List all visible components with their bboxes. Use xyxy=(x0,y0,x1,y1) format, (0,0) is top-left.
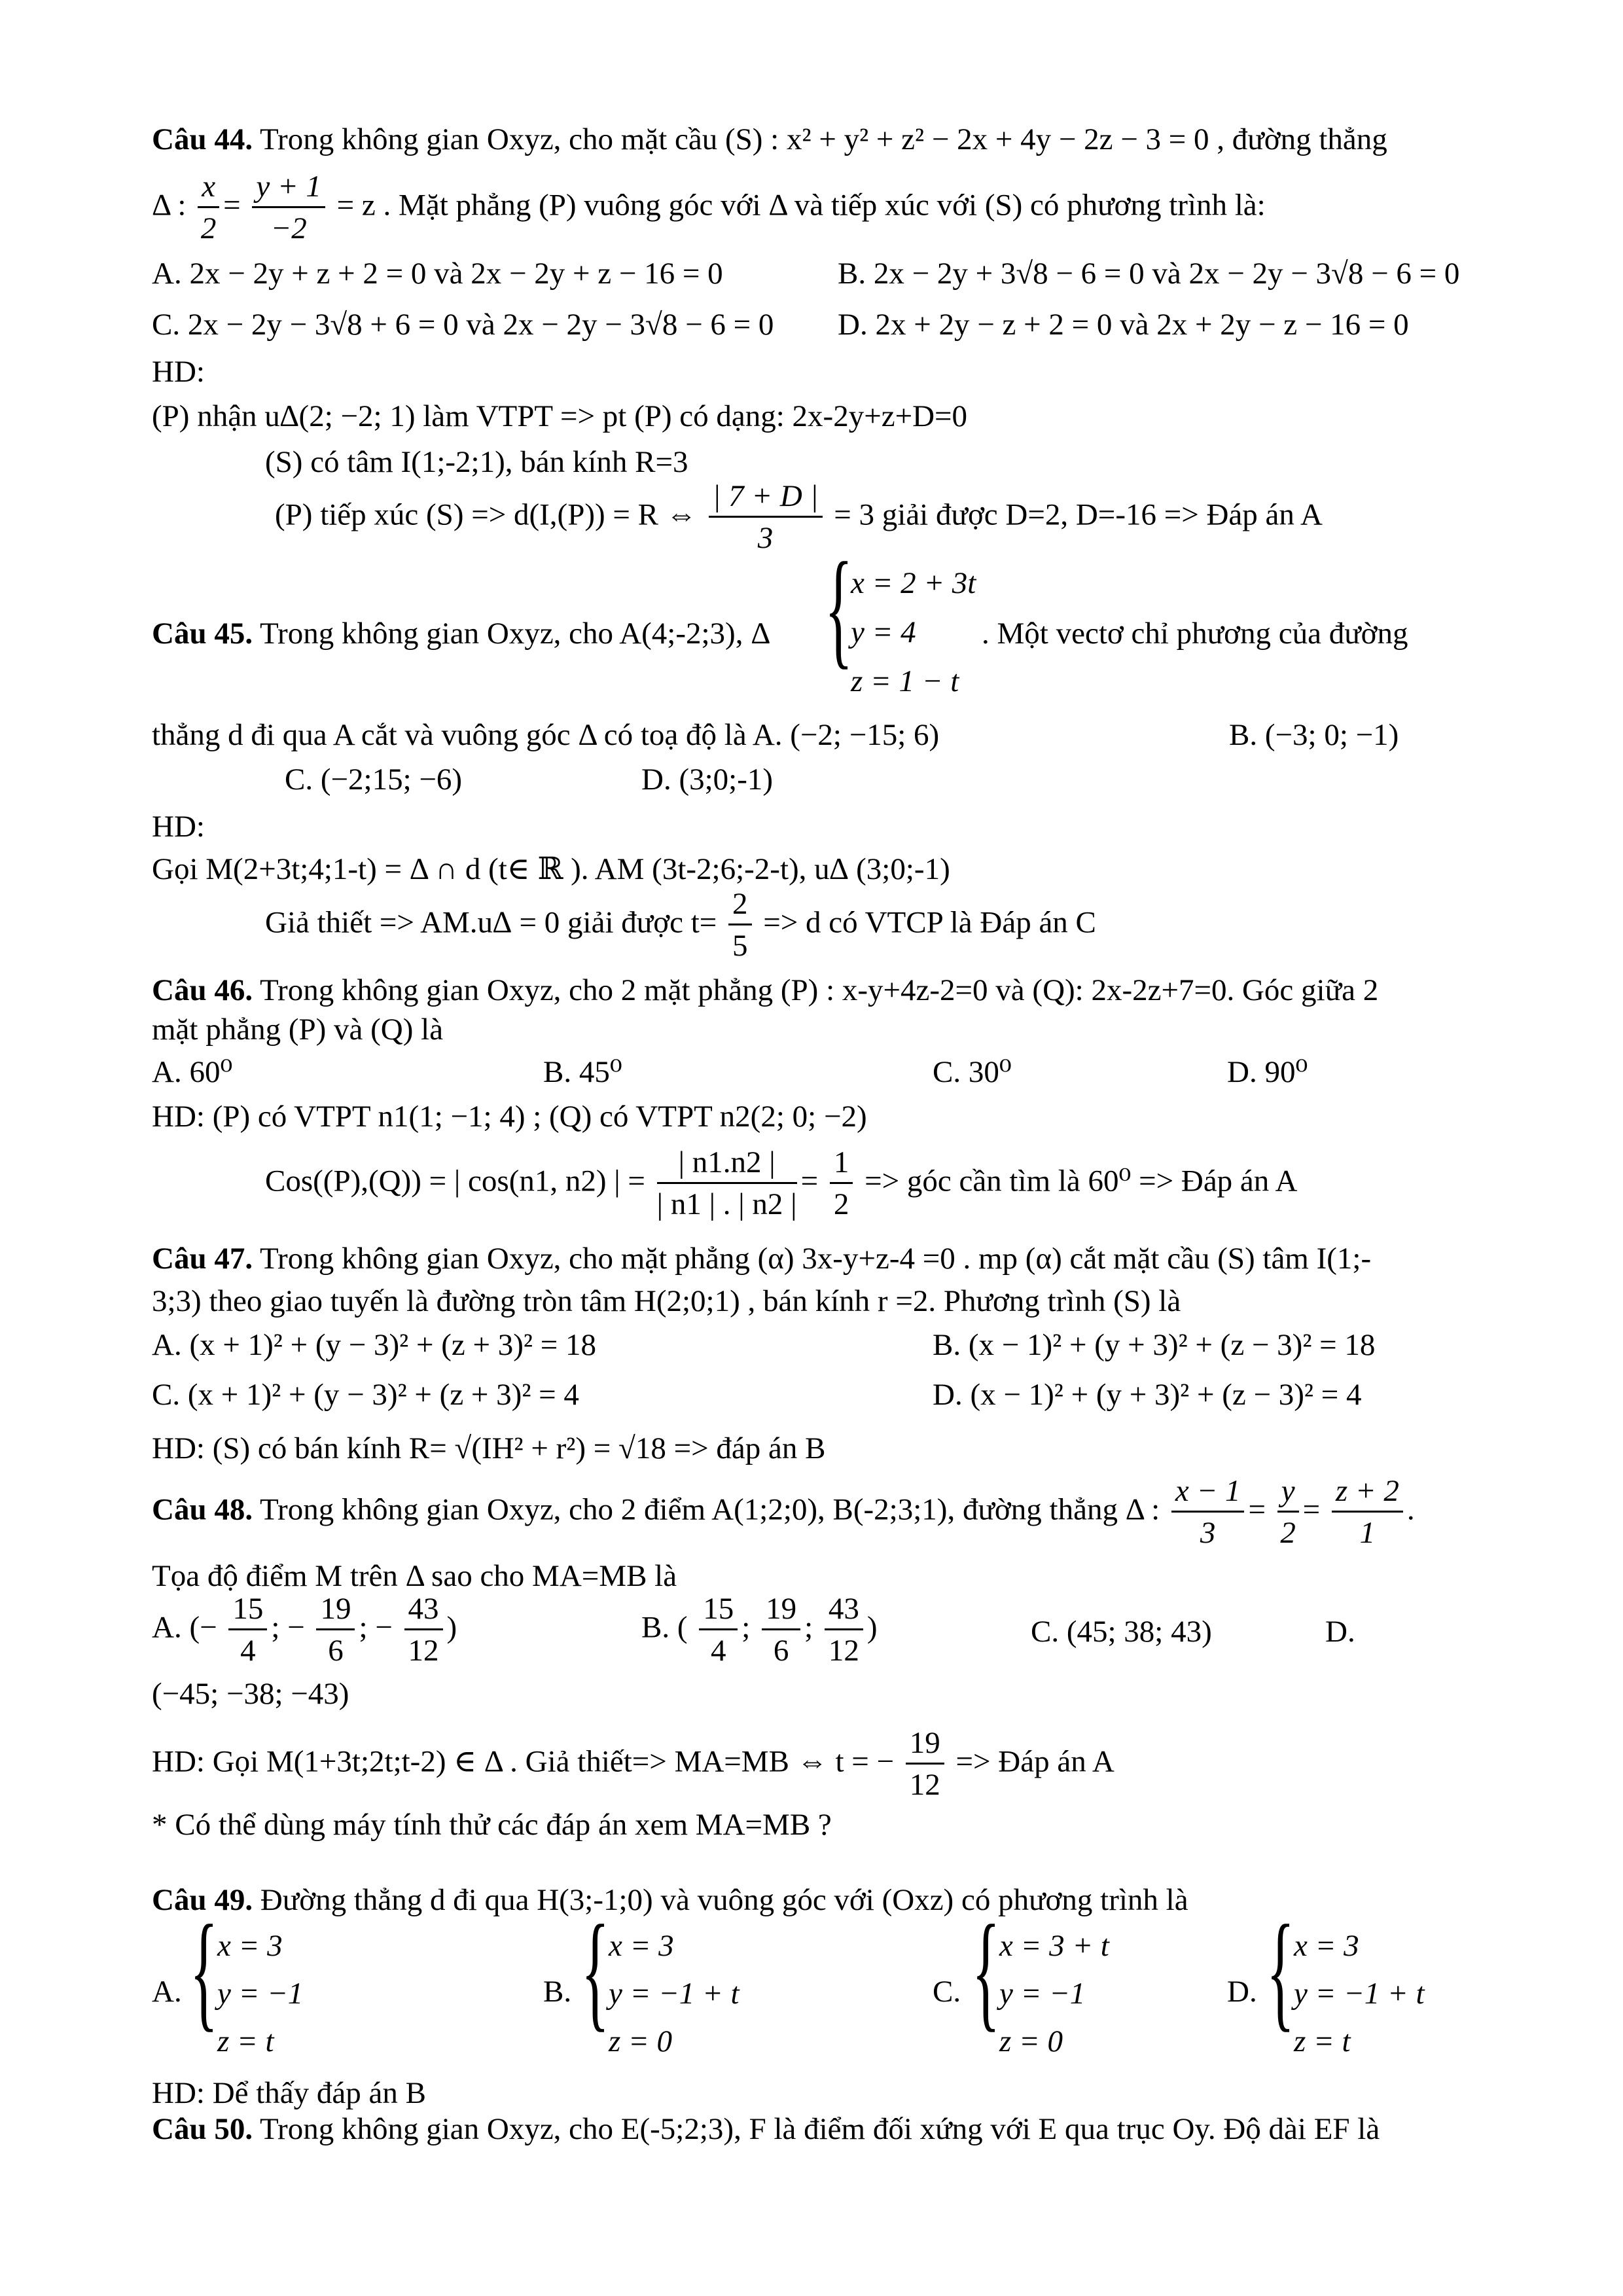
q48-stem2: Tọa độ điểm M trên Δ sao cho MA=MB là xyxy=(152,1559,677,1593)
q47-option-d: D. (x − 1)² + (y + 3)² + (z − 3)² = 4 xyxy=(933,1378,1362,1412)
q48-option-a: A. (− $\frac{15}{4}$ ; − $\frac{19}{6}$ ; − $\frac{43}{12}$ ) xyxy=(152,1592,457,1668)
q49-b-l3: z = 0 xyxy=(609,2024,673,2058)
q44-option-c: C. 2x − 2y − 3√8 + 6 = 0 và 2x − 2y − 3√8 − 6 = 0 xyxy=(152,308,774,342)
q48-stem-pre: Trong không gian Oxyz, cho 2 điểm A(1;2;0), B(-2;3;1), đường thẳng Δ : xyxy=(260,1492,1160,1527)
q44-frac1: $\frac{x}{2}$ xyxy=(198,171,219,244)
q48-a-frac2: $\frac{19}{6}$ xyxy=(316,1594,355,1666)
q45-stem2: thẳng d đi qua A cắt và vuông góc Δ có toạ độ là A. (−2; −15; 6) xyxy=(152,718,940,752)
q49-a-l2: y = −1 xyxy=(217,1977,304,2011)
q49-label: Câu 49. xyxy=(152,1883,253,1917)
q46-hd1: HD: (P) có VTPT n1(1; −1; 4) ; (Q) có VTPT n2(2; 0; −2) xyxy=(152,1100,867,1134)
q44-stem-line xyxy=(152,124,1387,155)
q49-a-brace: { xyxy=(190,1899,219,2043)
q49-b-brace: { xyxy=(581,1899,610,2043)
q48-hd: HD: Gọi M(1+3t;2t;t-2) ∈ Δ . Giả thiết=> MA=MB ⇔ t = − $\frac{19}{12}$ => Đáp án A xyxy=(152,1726,1115,1802)
q45-stem-pre: Trong không gian Oxyz, cho A(4;-2;3), Δ xyxy=(260,617,771,651)
q45-option-b: B. (−3; 0; −1) xyxy=(1229,718,1399,752)
q44-frac2: $\frac{y + 1}{-2}$ xyxy=(252,171,325,244)
q47-hd: HD: (S) có bán kính R= √(IH² + r²) = √18 => đáp án B xyxy=(152,1431,826,1465)
q48-b-frac3: $\frac{43}{12}$ xyxy=(825,1594,863,1666)
q49-hd: HD: Dể thấy đáp án B xyxy=(152,2076,426,2110)
q50-label: Câu 50. xyxy=(152,2112,253,2146)
q48-option-c: C. (45; 38; 43) xyxy=(1031,1615,1212,1649)
q44-label: Câu 44. xyxy=(152,122,253,156)
q47-label: Câu 47. xyxy=(152,1242,253,1276)
q48-frac2: $\frac{y}{2}$ xyxy=(1277,1476,1299,1549)
q49-option-d-label: D. xyxy=(1227,1975,1257,2009)
q45-option-d: D. (3;0;-1) xyxy=(641,762,774,797)
q45-sys3: z = 1 − t xyxy=(851,664,959,698)
q49-d-brace: { xyxy=(1266,1899,1295,2043)
q44-stem2-post: = z . Mặt phẳng (P) vuông góc với Δ và tiếp xúc với (S) có phương trình là: xyxy=(336,188,1266,223)
q47-option-c: C. (x + 1)² + (y − 3)² + (z + 3)² = 4 xyxy=(152,1378,579,1412)
q49-b-l2: y = −1 + t xyxy=(609,1977,740,2011)
q47-stem1: Trong không gian Oxyz, cho mặt phẳng (α) 3x-y+z-4 =0 . mp (α) cắt mặt cầu (S) tâm I(1;- xyxy=(260,1242,1372,1276)
q44-stem-line2: Δ : $\frac{x}{2}$ = $\frac{y + 1}{-2}$ = z . Mặt phẳng (P) vuông góc với Δ và tiếp xúc với (S) có phương trình là: xyxy=(152,170,1266,245)
q47-stem-line xyxy=(152,1244,1371,1274)
q45-label: Câu 45. xyxy=(152,617,253,651)
q50-stem-line xyxy=(152,2114,1380,2145)
q46-option-c: C. 30⁰ xyxy=(933,1055,1012,1089)
q45-hd1: Gọi M(2+3t;4;1-t) = Δ ∩ d (t∈ ℝ ). AM (3t-2;6;-2-t), u∆ (3;0;-1) xyxy=(152,852,950,886)
q47-stem2: 3;3) theo giao tuyến là đường tròn tâm H(2;0;1) , bán kính r =2. Phương trình (S) là xyxy=(152,1284,1181,1318)
q48-option-d: D. xyxy=(1325,1615,1355,1649)
q49-stem-line xyxy=(152,1885,1188,1916)
q48-a-frac3: $\frac{43}{12}$ xyxy=(404,1594,443,1666)
q46-hd2: Cos((P),(Q)) = | cos(n1, n2) | = $\frac{| n1.n2 |}{| n1 | . | n2 |}$ = $\frac{1}{2}$ => góc cần tìm là 60⁰ => Đáp án A xyxy=(265,1145,1298,1221)
q49-a-l1: x = 3 xyxy=(217,1929,283,1963)
q45-stem-post: . Một vectơ chỉ phương của đường xyxy=(982,617,1408,651)
q46-hd2-frac2: $\frac{1}{2}$ xyxy=(830,1147,853,1220)
q48-a-frac1: $\frac{15}{4}$ xyxy=(228,1594,267,1666)
q48-note: * Có thể dùng máy tính thử các đáp án xem MA=MB ? xyxy=(152,1808,832,1842)
q48-b-frac2: $\frac{19}{6}$ xyxy=(762,1594,800,1666)
q46-option-b: B. 45⁰ xyxy=(543,1055,622,1089)
q47-option-a: A. (x + 1)² + (y − 3)² + (z + 3)² = 18 xyxy=(152,1328,597,1362)
q49-option-c-label: C. xyxy=(933,1975,961,2009)
q49-option-b-label: B. xyxy=(543,1975,572,2009)
q46-stem1: Trong không gian Oxyz, cho 2 mặt phẳng (P) : x-y+4z-2=0 và (Q): 2x-2z+7=0. Góc giữa 2 xyxy=(260,973,1379,1007)
q44-option-d: D. 2x + 2y − z + 2 = 0 và 2x + 2y − z − 16 = 0 xyxy=(838,308,1409,342)
q46-hd2-frac1: $\frac{| n1.n2 |}{| n1 | . | n2 |}$ xyxy=(656,1145,797,1221)
q46-option-a: A. 60⁰ xyxy=(152,1055,233,1089)
q47-option-b: B. (x − 1)² + (y + 3)² + (z − 3)² = 18 xyxy=(933,1328,1376,1362)
q44-hd2: (S) có tâm I(1;-2;1), bán kính R=3 xyxy=(265,445,688,479)
q45-sys2: y = 4 xyxy=(851,615,916,649)
q44-delta: Δ : xyxy=(152,188,187,223)
q44-option-a: A. 2x − 2y + z + 2 = 0 và 2x − 2y + z − 16 = 0 xyxy=(152,257,723,291)
q49-c-l1: x = 3 + t xyxy=(999,1929,1109,1963)
q49-c-l3: z = 0 xyxy=(999,2024,1063,2058)
q48-stem-line: Câu 48. Trong không gian Oxyz, cho 2 điểm A(1;2;0), B(-2;3;1), đường thẳng Δ : $\frac{x - 1}{3}$ = $\frac{y}{2}$ = $\frac{z + 2}{1}$ . xyxy=(152,1474,1415,1550)
q48-option-d-value: (−45; −38; −43) xyxy=(152,1677,349,1711)
q44-hd-label: HD: xyxy=(152,355,205,389)
q46-stem2: mặt phẳng (P) và (Q) là xyxy=(152,1013,444,1047)
q44-hd1: (P) nhận u∆(2; −2; 1) làm VTPT => pt (P) có dạng: 2x-2y+z+D=0 xyxy=(152,399,968,433)
q46-option-d: D. 90⁰ xyxy=(1227,1055,1308,1089)
q49-option-d-system xyxy=(1266,1899,1463,2075)
q49-c-brace: { xyxy=(972,1899,1001,2043)
q49-option-c-system xyxy=(972,1899,1168,2075)
q45-option-c: C. (−2;15; −6) xyxy=(285,762,463,797)
q48-hd-frac: $\frac{19}{12}$ xyxy=(906,1728,944,1801)
q45-hd2-frac: $\frac{2}{5}$ xyxy=(728,889,752,961)
q49-b-l1: x = 3 xyxy=(609,1929,674,1963)
q44-stem1: Trong không gian Oxyz, cho mặt cầu (S) : x² + y² + z² − 2x + 4y − 2z − 3 = 0 , đường thẳng xyxy=(260,122,1387,156)
q45-hd-label: HD: xyxy=(152,810,205,844)
q48-frac1: $\frac{x - 1}{3}$ xyxy=(1171,1476,1245,1549)
q46-label: Câu 46. xyxy=(152,973,253,1007)
q46-stem-line xyxy=(152,975,1378,1006)
q49-d-l3: z = t xyxy=(1294,2024,1351,2058)
q49-option-a-system xyxy=(190,1899,360,2075)
q44-hd3-frac: $\frac{| 7 + D |}{3}$ xyxy=(709,481,823,554)
q49-d-l1: x = 3 xyxy=(1294,1929,1359,1963)
q48-label: Câu 48. xyxy=(152,1492,253,1527)
q45-hd2: Giả thiết => AM.u∆ = 0 giải được t= $\frac{2}{5}$ => d có VTCP là Đáp án C xyxy=(265,887,1096,963)
q45-stem-line xyxy=(152,619,770,649)
q49-stem: Đường thẳng d đi qua H(3;-1;0) và vuông góc với (Oxz) có phương trình là xyxy=(260,1883,1188,1917)
q49-a-l3: z = t xyxy=(217,2024,274,2058)
q49-option-a-label: A. xyxy=(152,1975,182,2009)
q44-hd3: (P) tiếp xúc (S) => d(I,(P)) = R ⇔ $\frac{| 7 + D |}{3}$ = 3 giải được D=2, D=-16 => Đáp án A xyxy=(275,479,1323,555)
q49-option-b-system xyxy=(581,1899,777,2075)
q49-d-l2: y = −1 + t xyxy=(1294,1977,1425,2011)
q50-stem: Trong không gian Oxyz, cho E(-5;2;3), F là điểm đối xứng với E qua trục Oy. Độ dài EF là xyxy=(260,2112,1380,2146)
q44-option-b: B. 2x − 2y + 3√8 − 6 = 0 và 2x − 2y − 3√8 − 6 = 0 xyxy=(838,257,1460,291)
q48-b-frac1: $\frac{15}{4}$ xyxy=(699,1594,738,1666)
q45-sys1: x = 2 + 3t xyxy=(851,566,976,600)
q45-brace: { xyxy=(825,536,853,681)
q48-option-b: B. ( $\frac{15}{4}$ ; $\frac{19}{6}$ ; $\frac{43}{12}$ ) xyxy=(641,1592,878,1668)
q48-frac3: $\frac{z + 2}{1}$ xyxy=(1332,1476,1403,1549)
q49-c-l2: y = −1 xyxy=(999,1977,1086,2011)
